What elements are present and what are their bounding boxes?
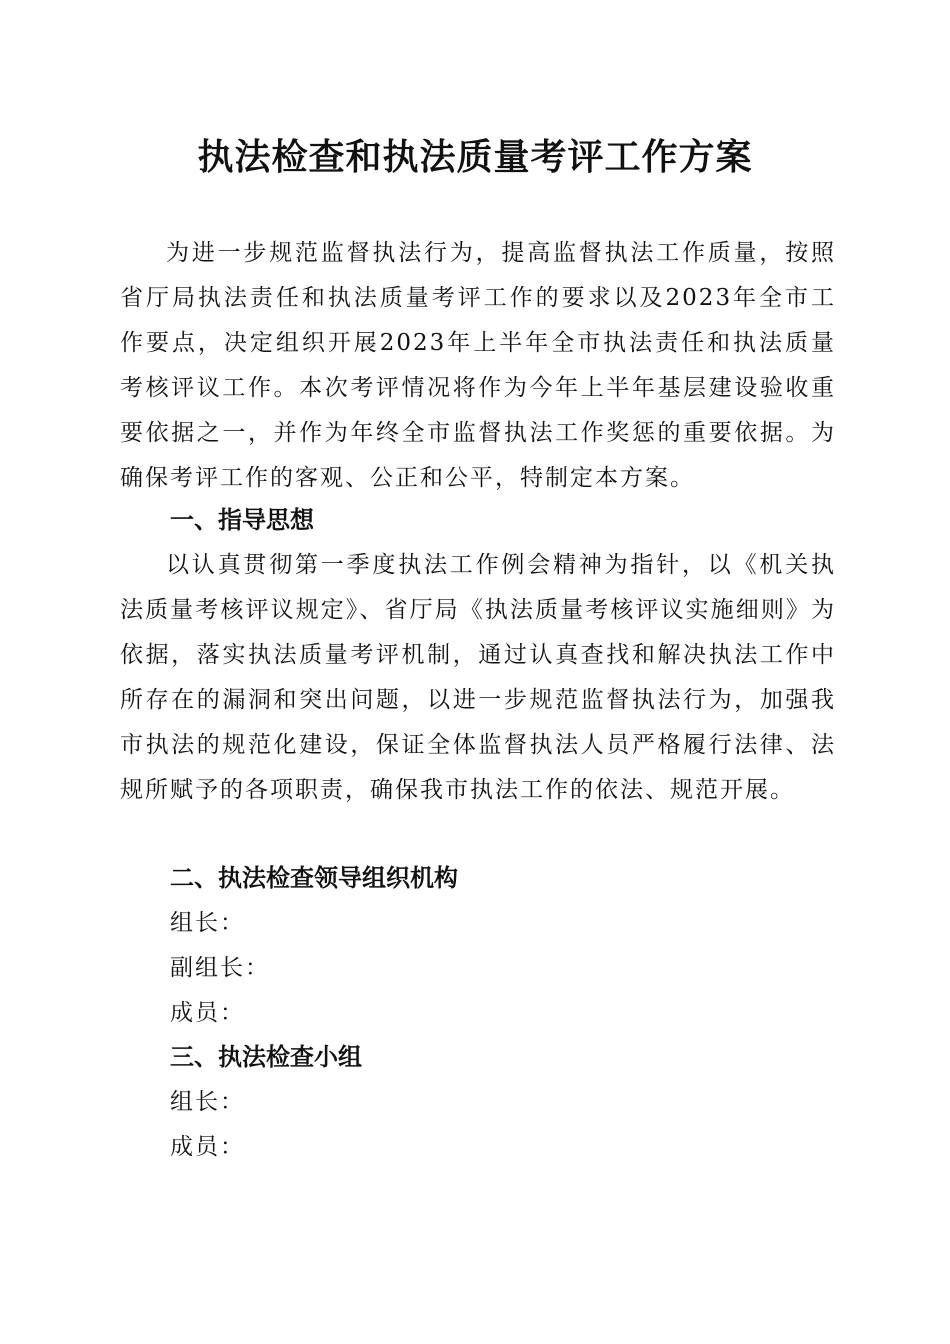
section-heading-inspection-group: 三、执法检查小组 [170, 1043, 362, 1071]
field-deputy-leader: 副组长： [170, 955, 270, 981]
field-group-leader: 组长： [170, 1089, 245, 1115]
section-heading-leadership-organization: 二、执法检查领导组织机构 [170, 864, 458, 892]
field-members: 成员： [170, 1000, 245, 1026]
intro-paragraph: 为进一步规范监督执法行为，提高监督执法工作质量，按照省厅局执法责任和执法质量考评工作的要求以及2023年全市工作要点，决定组织开展2023年上半年全市执法责任和执法质量考核评议工作。本次考评情况将作为今年上半年基层建设验收重要依据之一，并作为年终全市监督执法工作奖惩的重要依据。为确保考评工作的客观、公正和公平，特制定本方案。 [120, 240, 836, 491]
field-group-members: 成员： [170, 1134, 245, 1160]
guiding-thought-paragraph: 以认真贯彻第一季度执法工作例会精神为指针，以《机关执法质量考核评议规定》、省厅局《执法质量考核评议实施细则》为依据，落实执法质量考评机制，通过认真查找和解决执法工作中所存在的漏洞和突出问题，以进一步规范监督执法行为，加强我市执法的规范化建设，保证全体监督执法人员严格履行法律、法规所赋予的各项职责，确保我市执法工作的依法、规范开展。 [120, 552, 836, 803]
field-leader: 组长： [170, 910, 245, 936]
section-heading-guiding-thought: 一、指导思想 [170, 506, 314, 534]
document-title: 执法检查和执法质量考评工作方案 [197, 136, 753, 178]
